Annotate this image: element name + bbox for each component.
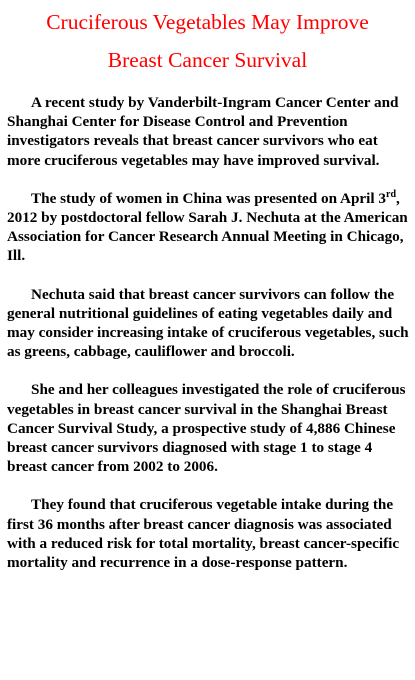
headline-line-1: Cruciferous Vegetables May Improve (46, 10, 369, 34)
paragraph-guidelines: Nechuta said that breast cancer survivors can follow the general nutritional guidelines of eating vegetables daily and may consider increasing intake of cruciferous vegetables, such as greens, cabbage, cauliflower and broccoli. (7, 285, 409, 361)
date-ordinal-suffix: rd (386, 188, 396, 200)
headline-line-2: Breast Cancer Survival (107, 48, 308, 72)
article-body (7, 93, 411, 591)
paragraph-presentation (7, 189, 411, 266)
paragraph-findings: They found that cruciferous vegetable intake during the first 36 months after breast cancer diagnosis was associated with a reduced risk for total mortality, breast cancer-specific mortality and recurrence in a dose-response pattern. (7, 496, 400, 572)
paragraph-presentation-start: The study of women in China was presented on April 3 (31, 189, 386, 207)
paragraph-presentation-end: , 2012 by postdoctoral fellow Sarah J. Nechuta at the American Association for Cancer Research Annual Meeting in Chicago, Ill. (7, 189, 408, 265)
paragraph-study-intro: A recent study by Vanderbilt-Ingram Cancer Center and Shanghai Center for Disease Control and Prevention investigators reveals that breast cancer survivors who eat more cruciferous vegetables may have improved survival. (7, 94, 399, 169)
paragraph-investigation: She and her colleagues investigated the role of cruciferous vegetables in breast cancer survival in the Shanghai Breast Cancer Survival Study, a prospective study of 4,886 Chinese breast cancer survivors diagnosed with stage 1 to stage 4 breast cancer from 2002 to 2006. (7, 381, 406, 476)
